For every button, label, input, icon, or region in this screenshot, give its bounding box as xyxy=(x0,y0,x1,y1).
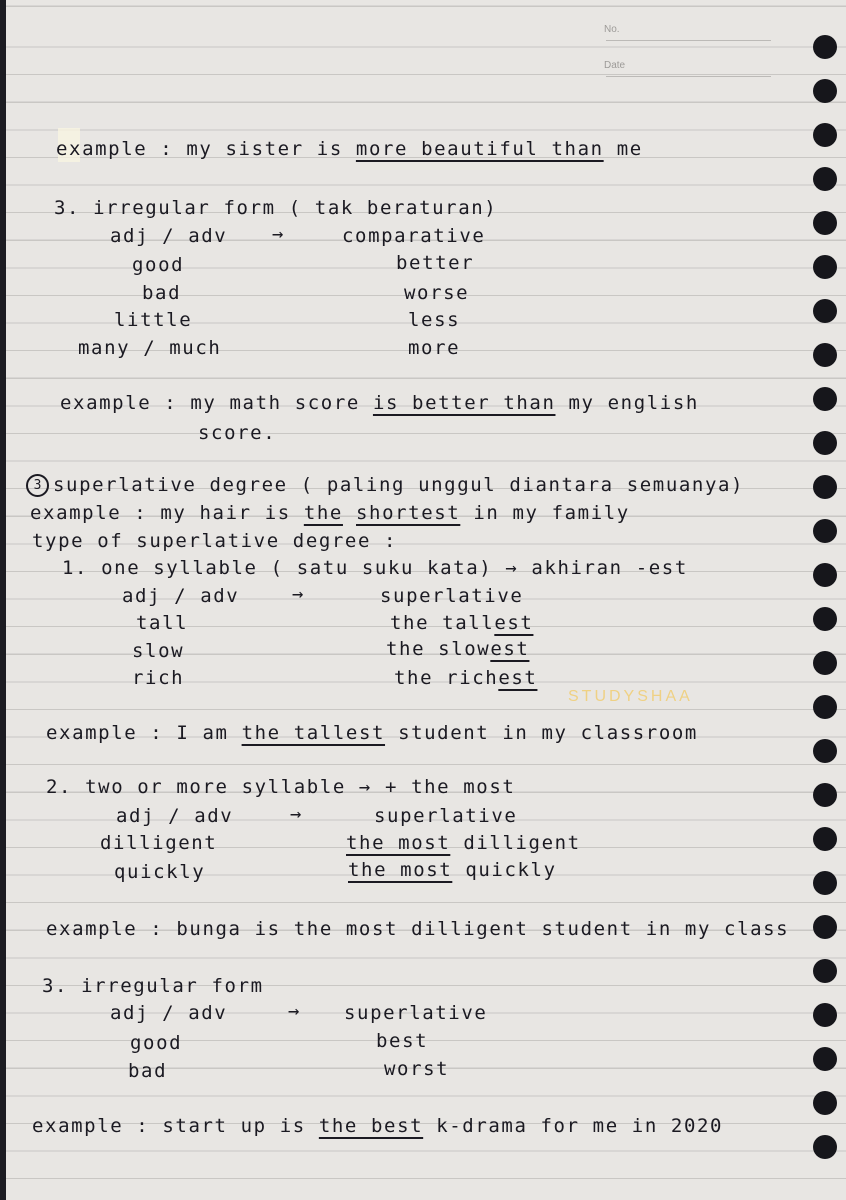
binder-hole xyxy=(813,871,837,895)
underlined-word: the xyxy=(303,502,343,524)
example-math-continued: score. xyxy=(198,422,277,444)
date-line xyxy=(606,76,771,77)
binder-hole xyxy=(813,519,837,543)
notebook-page xyxy=(6,0,846,1200)
irregular-form-title: 3. irregular form ( tak beraturan) xyxy=(54,197,498,219)
comparative-row-right: better xyxy=(396,252,475,274)
circled-number: 3 xyxy=(26,474,49,497)
no-line xyxy=(606,40,771,41)
binder-hole xyxy=(813,783,837,807)
superlative-head-left: adj / adv xyxy=(122,585,240,607)
watermark: STUDYSHAA xyxy=(568,688,693,705)
superlative-row-right: the slowest xyxy=(386,638,530,660)
arrow-icon: → xyxy=(290,803,304,825)
binder-hole xyxy=(813,695,837,719)
no-label: No. xyxy=(604,24,620,35)
example-math: example : my math score is better than my english xyxy=(60,392,699,414)
binder-hole xyxy=(813,1135,837,1159)
example-start-up: example : start up is the best k-drama for me in 2020 xyxy=(32,1115,724,1137)
binder-hole xyxy=(813,1047,837,1071)
example-comparative: example : my sister is more beautiful than me xyxy=(56,138,643,160)
binder-hole xyxy=(813,387,837,411)
comparative-row-left: good xyxy=(132,254,185,276)
superlative-head-left: adj / adv xyxy=(116,805,234,827)
date-label: Date xyxy=(604,60,626,71)
underlined-word: shortest xyxy=(356,502,461,524)
binder-hole xyxy=(813,607,837,631)
superlative-heading: 3 superlative degree ( paling unggul diantara semuanya) xyxy=(26,474,744,497)
superlative-row-left: rich xyxy=(132,667,185,689)
binder-hole xyxy=(813,299,837,323)
superlative-head-right: superlative xyxy=(344,1002,488,1024)
comparative-row-right: more xyxy=(408,337,461,359)
comparative-head-right: comparative xyxy=(342,225,486,247)
example-bunga: example : bunga is the most dilligent student in my class xyxy=(46,918,790,940)
comparative-head-left: adj / adv xyxy=(110,225,228,247)
superlative-row-right: the tallest xyxy=(390,612,534,634)
comparative-row-left: many / much xyxy=(78,337,222,359)
arrow-icon: → xyxy=(292,583,306,605)
binder-hole xyxy=(813,563,837,587)
irregular-superlative-title: 3. irregular form xyxy=(42,975,264,997)
binder-hole xyxy=(813,35,837,59)
binder-hole xyxy=(813,211,837,235)
superlative-row-right: best xyxy=(376,1030,429,1052)
one-syllable-rule: 1. one syllable ( satu suku kata) → akhiran -est xyxy=(62,557,688,579)
arrow-icon: → xyxy=(288,1000,302,1022)
binder-hole xyxy=(813,431,837,455)
example-hair: example : my hair is the shortest in my family xyxy=(30,502,630,524)
comparative-row-right: worse xyxy=(404,282,470,304)
comparative-row-left: bad xyxy=(142,282,182,304)
binder-hole xyxy=(813,475,837,499)
superlative-row-right: the most dilligent xyxy=(346,832,581,854)
superlative-row-left: quickly xyxy=(114,861,206,883)
binder-hole xyxy=(813,1091,837,1115)
binder-hole xyxy=(813,959,837,983)
binder-hole xyxy=(813,739,837,763)
superlative-row-left: dilligent xyxy=(100,832,218,854)
underlined-phrase: is better than xyxy=(372,392,556,414)
superlative-types-title: type of superlative degree : xyxy=(32,530,398,552)
superlative-row-right: worst xyxy=(384,1058,450,1080)
comparative-row-left: little xyxy=(114,309,193,331)
binder-hole xyxy=(813,827,837,851)
underlined-phrase: more beautiful than xyxy=(355,138,604,160)
binder-hole xyxy=(813,255,837,279)
superlative-head-right: superlative xyxy=(374,805,518,827)
binder-hole xyxy=(813,651,837,675)
example-tallest: example : I am the tallest student in my classroom xyxy=(46,722,698,744)
arrow-icon: → xyxy=(272,223,286,245)
superlative-head-left: adj / adv xyxy=(110,1002,228,1024)
binder-hole xyxy=(813,1003,837,1027)
binder-hole xyxy=(813,79,837,103)
two-syllable-rule: 2. two or more syllable → + the most xyxy=(46,776,516,798)
superlative-row-left: tall xyxy=(136,612,189,634)
superlative-row-right: the richest xyxy=(394,667,538,689)
superlative-head-right: superlative xyxy=(380,585,524,607)
underlined-phrase: the best xyxy=(318,1115,424,1137)
binder-hole xyxy=(813,123,837,147)
binder-hole xyxy=(813,915,837,939)
underlined-phrase: the tallest xyxy=(241,722,386,744)
binder-hole xyxy=(813,343,837,367)
binder-hole xyxy=(813,167,837,191)
comparative-row-right: less xyxy=(408,309,461,331)
superlative-row-left: bad xyxy=(128,1060,168,1082)
superlative-row-left: good xyxy=(130,1032,183,1054)
superlative-row-right: the most quickly xyxy=(348,859,557,881)
superlative-row-left: slow xyxy=(132,640,185,662)
